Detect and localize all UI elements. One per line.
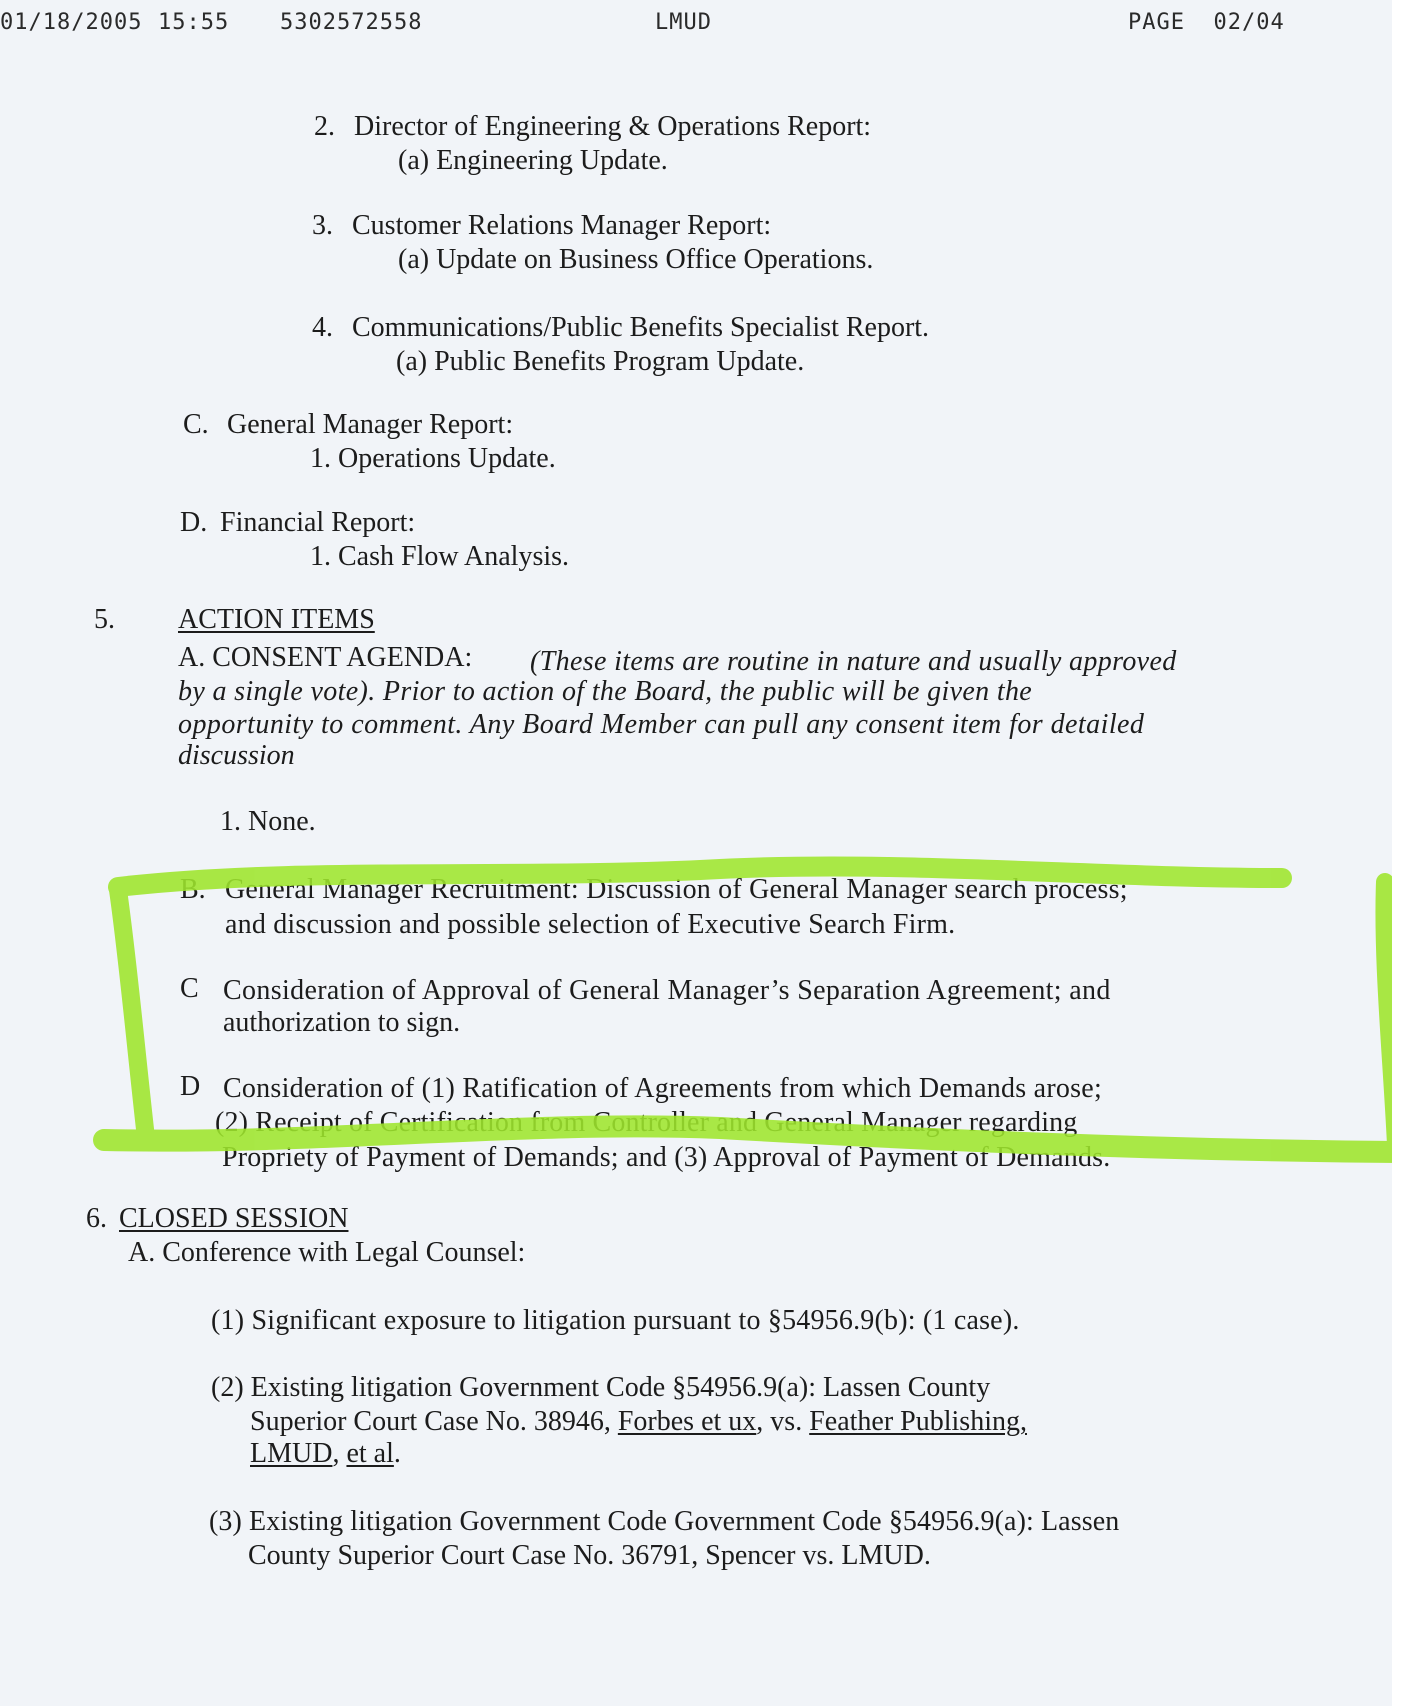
closed-item-1: (1) Significant exposure to litigation pursuant to §54956.9(b): (1 case). <box>211 1305 1020 1336</box>
item-d-line3: Propriety of Payment of Demands; and (3) Approval of Payment of Demands. <box>222 1142 1111 1173</box>
report-2-title: Director of Engineering & Operations Report: <box>354 111 872 142</box>
case-party-forbes: Forbes et ux <box>617 1406 757 1437</box>
consent-agenda-note-line1: (These items are routine in nature and usually approved <box>530 646 1177 677</box>
closed-item-3-line1: (3) Existing litigation Government Code Government Code §54956.9(a): Lassen <box>209 1506 1120 1537</box>
section-d-sub: 1. Cash Flow Analysis. <box>310 541 570 572</box>
fax-sender: LMUD <box>655 10 712 35</box>
closed-item-2-line2 <box>250 1406 1027 1438</box>
section-c-title: General Manager Report: <box>227 409 514 440</box>
section-c-letter: C. <box>183 409 209 440</box>
closed-item-2-line3 <box>250 1438 401 1470</box>
action-items-heading: ACTION ITEMS <box>178 604 375 635</box>
item-d-letter: D <box>180 1071 201 1102</box>
report-3-title: Customer Relations Manager Report: <box>352 210 772 241</box>
consent-agenda-label: A. CONSENT AGENDA: <box>178 642 473 673</box>
item-c-line1: Consideration of Approval of General Manager’s Separation Agreement; and <box>223 975 1111 1006</box>
report-4-sub: (a) Public Benefits Program Update. <box>396 346 805 377</box>
versus-text: , vs. <box>756 1406 810 1437</box>
case-party-lmud: LMUD <box>250 1438 333 1469</box>
report-4-number: 4. <box>312 312 333 343</box>
item-c-line2: authorization to sign. <box>223 1007 461 1038</box>
item-c-letter: C <box>180 973 199 1004</box>
consent-agenda-note-line3: opportunity to comment. Any Board Member can pull any consent item for detailed <box>178 709 1145 740</box>
item-b-line2: and discussion and possible selection of Executive Search Firm. <box>225 909 956 940</box>
item-b-letter: B. <box>180 874 206 905</box>
scan-edge <box>1392 0 1403 1706</box>
fax-date: 01/18/2005 <box>0 10 143 35</box>
closed-item-2-line1: (2) Existing litigation Government Code §54956.9(a): Lassen County <box>211 1372 991 1403</box>
section-d-letter: D. <box>180 507 208 538</box>
item-d-line1: Consideration of (1) Ratification of Agreements from which Demands arose; <box>223 1073 1103 1104</box>
closed-session-number: 6. <box>86 1203 107 1234</box>
report-4-title: Communications/Public Benefits Specialist Report. <box>352 312 930 343</box>
section-c-sub: 1. Operations Update. <box>310 443 556 474</box>
fax-phone: 5302572558 <box>280 10 423 35</box>
period-text: . <box>393 1438 401 1469</box>
comma-text: , <box>332 1438 347 1469</box>
report-2-sub: (a) Engineering Update. <box>398 145 668 176</box>
case-party-et-al: et al <box>346 1438 394 1469</box>
fax-time: 15:55 <box>158 10 230 35</box>
section-d-title: Financial Report: <box>220 507 416 538</box>
consent-item-none: 1. None. <box>220 806 316 837</box>
consent-agenda-note-line4: discussion <box>178 740 295 771</box>
fax-page-number: PAGE 02/04 <box>1128 10 1285 35</box>
action-items-number: 5. <box>94 604 115 635</box>
item-b-line1: General Manager Recruitment: Discussion of General Manager search process; <box>225 874 1128 905</box>
report-2-number: 2. <box>314 111 335 142</box>
report-3-sub: (a) Update on Business Office Operations. <box>398 244 874 275</box>
case-party-feather-publishing: Feather Publishing, <box>809 1406 1027 1437</box>
report-3-number: 3. <box>312 210 333 241</box>
item-d-line2: (2) Receipt of Certification from Controller and General Manager regarding <box>215 1107 1078 1138</box>
closed-item-3-line2: County Superior Court Case No. 36791, Spencer vs. LMUD. <box>248 1540 931 1571</box>
legal-counsel-heading: A. Conference with Legal Counsel: <box>128 1237 526 1268</box>
highlighter-left-stroke <box>118 890 146 1138</box>
closed-session-heading: CLOSED SESSION <box>119 1203 349 1234</box>
consent-agenda-note-line2: by a single vote). Prior to action of the Board, the public will be given the <box>178 676 1033 707</box>
closed-item-2-prefix: Superior Court Case No. 38946, <box>250 1406 618 1437</box>
